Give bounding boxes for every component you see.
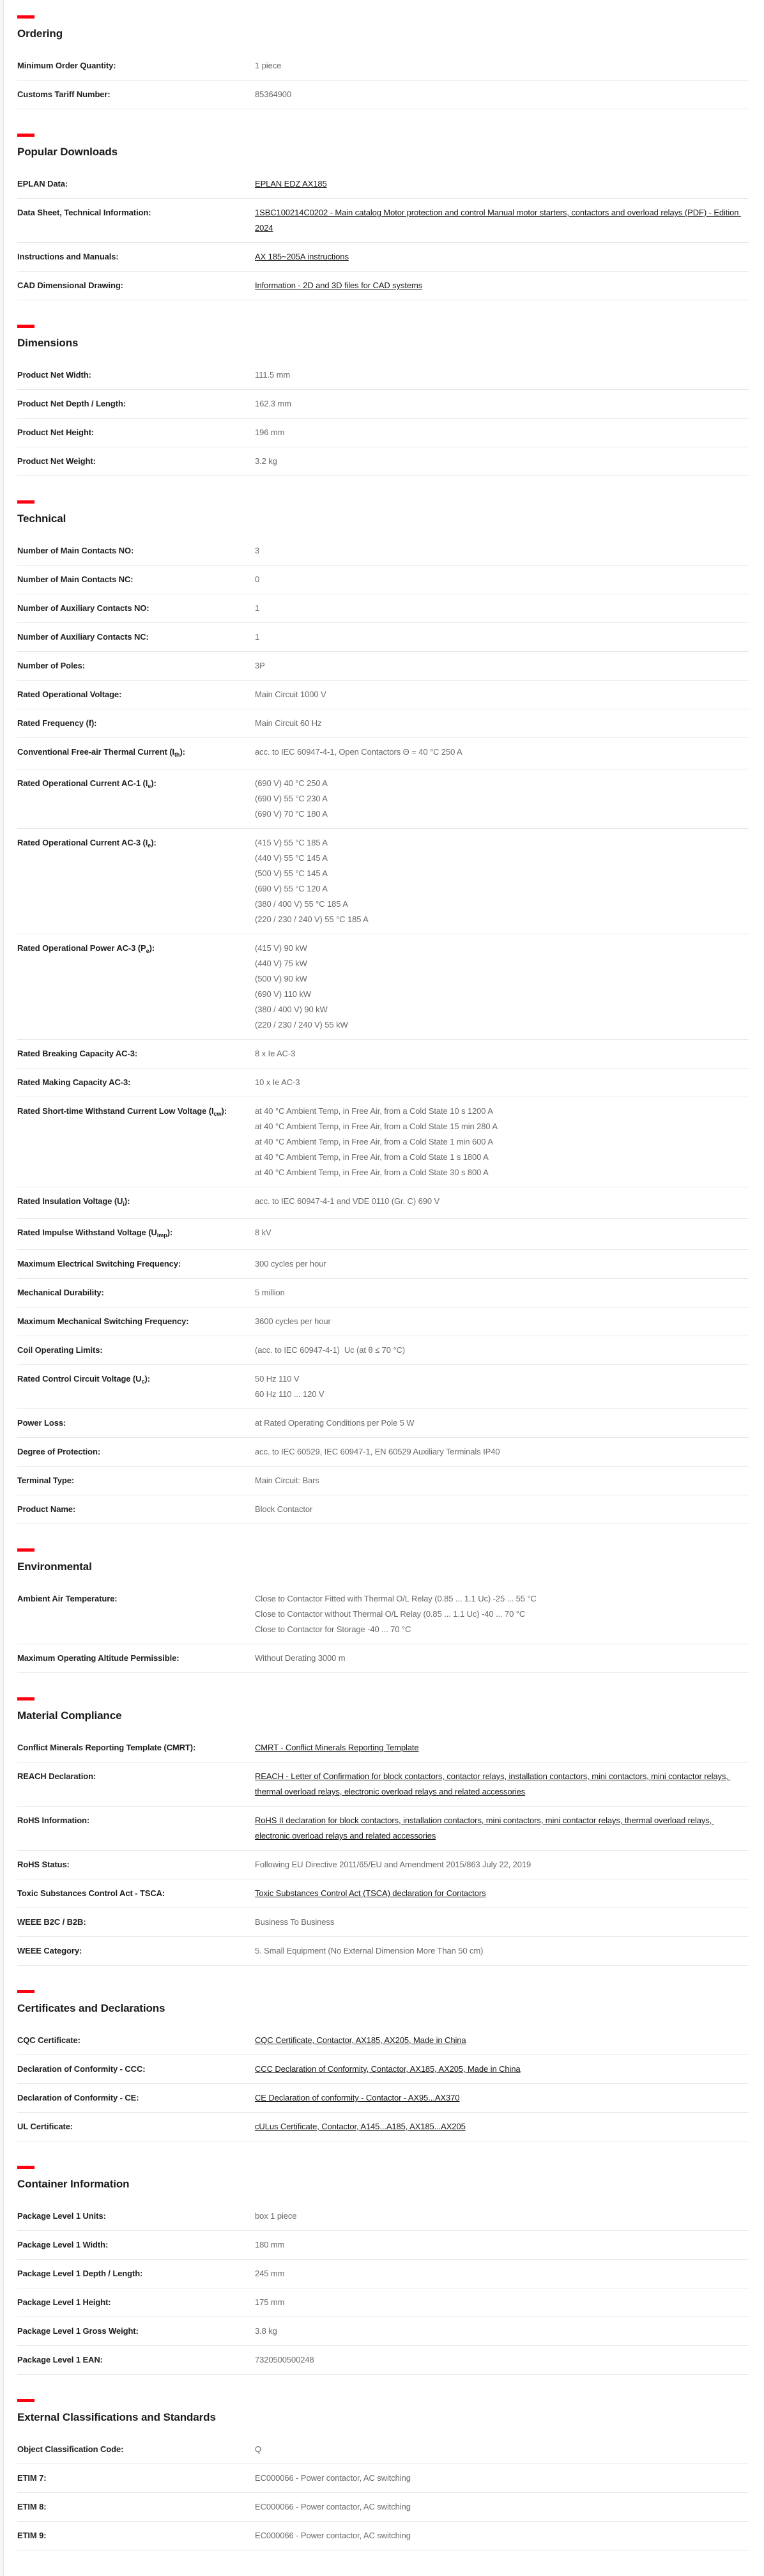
row-value (255, 601, 749, 616)
section-title: Container Information (17, 2178, 130, 2190)
value-link[interactable]: AX 185~205A instructions (255, 252, 349, 261)
row-label: RoHS Information: (17, 1816, 90, 1825)
value-line: Business To Business (255, 1917, 335, 1927)
value-line: EC000066 - Power contactor, AC switching (255, 2473, 411, 2483)
value-line: (415 V) 90 kW (255, 943, 307, 953)
row-value (255, 629, 749, 645)
row-label: RoHS Status: (17, 1860, 70, 1869)
value-line: Main Circuit 1000 V (255, 690, 326, 699)
row-value (255, 58, 749, 73)
row-value (255, 2237, 749, 2253)
value-link[interactable]: Toxic Substances Control Act (TSCA) declaration for Contactors (255, 1888, 486, 1898)
row-label: Rated Operational Current AC-1 $(I_e)$: (17, 778, 157, 789)
value-link[interactable]: REACH - Letter of Confirmation for block contactors, contactor relays, installation contactors, mini contactors, mini contactor relays, thermal overload relays, electronic overload relays and related accessories (255, 1771, 731, 1796)
spec-row (17, 652, 749, 681)
row-value (255, 2090, 749, 2106)
section-accent-bar (17, 1697, 34, 1701)
spec-row (17, 170, 749, 199)
value-line: Block Contactor (255, 1504, 313, 1514)
value-line: (220 / 230 / 240 V) 55 °C 185 A (255, 914, 369, 924)
product-details-page (4, 0, 764, 2576)
spec-row (17, 1495, 749, 1524)
section-dimensions (17, 325, 749, 476)
page-left-edge (0, 0, 4, 2576)
row-label: Number of Auxiliary Contacts NO: (17, 603, 149, 613)
label-subscript: imp (157, 1232, 167, 1238)
row-label: Maximum Mechanical Switching Frequency: (17, 1316, 189, 1326)
row-value (255, 176, 749, 192)
row-value (255, 205, 749, 236)
value-line: 60 Hz 110 ... 120 V (255, 1389, 325, 1399)
row-value (255, 658, 749, 674)
value-line: 5 million (255, 1288, 285, 1297)
value-line: Close to Contactor for Storage -40 ... 70 °C (255, 1624, 411, 1634)
row-value (255, 1343, 749, 1358)
section-title: Popular Downloads (17, 146, 118, 158)
row-value (255, 425, 749, 440)
spec-row (17, 2055, 749, 2084)
row-value (255, 1285, 749, 1300)
section-ordering (17, 15, 749, 109)
section-environmental (17, 1548, 749, 1673)
value-line: 1 piece (255, 61, 282, 70)
row-value (255, 1075, 749, 1090)
row-label: Rated Insulation Voltage $(U_i)$: (17, 1196, 130, 1207)
row-value (255, 941, 749, 1033)
value-line: (380 / 400 V) 55 °C 185 A (255, 899, 348, 909)
row-label: WEEE B2C / B2B: (17, 1917, 86, 1927)
value-line: 50 Hz 110 V (255, 1374, 300, 1384)
value-line: Close to Contactor Fitted with Thermal O/L Relay (0.85 ... 1.1 Uc) -25 ... 55 °C (255, 1594, 537, 1603)
value-link[interactable]: EPLAN EDZ AX185 (255, 179, 327, 189)
row-label: Conventional Free-air Thermal Current $(I_{th})$: (17, 747, 185, 758)
row-value (255, 2528, 749, 2543)
spec-row (17, 1734, 749, 1762)
row-value (255, 1502, 749, 1517)
value-line: at 40 °C Ambient Temp, in Free Air, from a Cold State 10 s 1200 A (255, 1106, 493, 1116)
section-technical (17, 500, 749, 1524)
row-value (255, 1104, 749, 1180)
row-value (255, 1591, 749, 1637)
value-line: 175 mm (255, 2297, 285, 2307)
row-value (255, 1943, 749, 1959)
row-value (255, 1473, 749, 1488)
value-link[interactable]: CQC Certificate, Contactor, AX185, AX205, Made in China (255, 2035, 466, 2045)
spec-row (17, 1807, 749, 1851)
row-label: Maximum Electrical Switching Frequency: (17, 1259, 181, 1269)
section-certificates-and-declarations (17, 1990, 749, 2141)
row-value (255, 744, 749, 760)
row-label: Coil Operating Limits: (17, 1345, 103, 1355)
section-title: Technical (17, 513, 66, 525)
row-label: Rated Making Capacity AC-3: (17, 1077, 131, 1087)
section-accent-bar (17, 134, 34, 137)
value-line: 7320500500248 (255, 2355, 314, 2364)
row-value (255, 367, 749, 383)
spec-row (17, 2493, 749, 2522)
row-value (255, 1256, 749, 1272)
spec-row (17, 1585, 749, 1644)
section-accent-bar (17, 1548, 34, 1552)
value-link[interactable]: cULus Certificate, Contactor, A145...A185, AX185...AX205 (255, 2122, 466, 2131)
row-label: ETIM 9: (17, 2531, 47, 2540)
value-line: Without Derating 3000 m (255, 1653, 346, 1663)
row-value (255, 1444, 749, 1460)
row-value (255, 2209, 749, 2224)
row-value (255, 1415, 749, 1431)
spec-row (17, 1336, 749, 1365)
value-line: at 40 °C Ambient Temp, in Free Air, from a Cold State 1 s 1800 A (255, 1152, 489, 1162)
value-line: at 40 °C Ambient Temp, in Free Air, from a Cold State 1 min 600 A (255, 1137, 493, 1146)
row-label: EPLAN Data: (17, 179, 68, 189)
row-label: Instructions and Manuals: (17, 252, 119, 261)
spec-row (17, 2435, 749, 2464)
spec-row (17, 2026, 749, 2055)
row-value (255, 2266, 749, 2281)
section-accent-bar (17, 500, 34, 504)
label-subscript: i (123, 1201, 125, 1207)
row-label: Package Level 1 Units: (17, 2211, 106, 2221)
row-value (255, 2062, 749, 2077)
row-label: Package Level 1 Depth / Length: (17, 2269, 143, 2278)
row-value (255, 2499, 749, 2515)
row-label: Rated Frequency (f): (17, 718, 97, 728)
value-line: at 40 °C Ambient Temp, in Free Air, from a Cold State 15 min 280 A (255, 1122, 498, 1131)
spec-row (17, 361, 749, 390)
label-subscript: e (146, 948, 149, 954)
value-line: 8 kV (255, 1228, 271, 1237)
row-value (255, 716, 749, 731)
row-label: Rated Operational Current AC-3 $(I_e)$: (17, 838, 157, 849)
value-link[interactable]: 1SBC100214C0202 - Main catalog Motor protection and control Manual motor starters, contactors and overload relays (PDF) - Edition 2024 (255, 208, 741, 233)
value-line: 1 (255, 603, 260, 613)
spec-row (17, 2260, 749, 2288)
spec-row (17, 390, 749, 419)
row-label: Package Level 1 Height: (17, 2297, 111, 2307)
section-title: External Classifications and Standards (17, 2411, 216, 2423)
row-label: Product Name: (17, 1504, 76, 1514)
spec-row (17, 52, 749, 81)
spec-row (17, 2464, 749, 2493)
row-value (255, 2442, 749, 2457)
spec-row (17, 1762, 749, 1807)
value-line: Q (255, 2444, 262, 2454)
value-line: (690 V) 40 °C 250 A (255, 778, 328, 788)
spec-row (17, 1879, 749, 1908)
row-label: Declaration of Conformity - CE: (17, 2093, 139, 2102)
value-link[interactable]: RoHS II declaration for block contactors, installation contactors, mini contactors, mini contactor relays, thermal overload relays, electronic overload relays and related accessories (255, 1816, 714, 1840)
value-line: Main Circuit: Bars (255, 1476, 319, 1485)
value-link[interactable]: CE Declaration of conformity - Contactor - AX95...AX370 (255, 2093, 460, 2102)
row-value (255, 543, 749, 559)
spec-row (17, 2113, 749, 2141)
row-value (255, 2324, 749, 2339)
row-label: ETIM 8: (17, 2502, 47, 2511)
row-label: Product Net Depth / Length: (17, 399, 126, 408)
row-value (255, 572, 749, 587)
row-label: Toxic Substances Control Act - TSCA: (17, 1888, 165, 1898)
spec-row (17, 769, 749, 829)
value-line: Close to Contactor without Thermal O/L Relay (0.85 ... 1.1 Uc) -40 ... 70 °C (255, 1609, 526, 1619)
spec-row (17, 1279, 749, 1307)
spec-row (17, 1851, 749, 1879)
spec-row (17, 1250, 749, 1279)
spec-sections (17, 15, 749, 2550)
value-line: (690 V) 110 kW (255, 989, 311, 999)
spec-row (17, 1365, 749, 1409)
row-label: Number of Main Contacts NO: (17, 546, 134, 555)
spec-row (17, 1187, 749, 1219)
row-label: Rated Breaking Capacity AC-3: (17, 1049, 138, 1058)
value-line: 1 (255, 632, 260, 642)
row-label: Product Net Width: (17, 370, 91, 380)
row-value (255, 2295, 749, 2310)
spec-row (17, 243, 749, 272)
row-value (255, 2119, 749, 2134)
spec-row (17, 2202, 749, 2231)
spec-row (17, 272, 749, 300)
value-line: (690 V) 70 °C 180 A (255, 809, 328, 819)
spec-row (17, 934, 749, 1040)
row-value (255, 454, 749, 469)
value-line: (380 / 400 V) 90 kW (255, 1005, 328, 1014)
row-label: CQC Certificate: (17, 2035, 80, 2045)
value-line: 5. Small Equipment (No External Dimension More Than 50 cm) (255, 1946, 484, 1955)
row-label: Product Net Height: (17, 428, 95, 437)
row-value (255, 1225, 749, 1240)
spec-row (17, 2288, 749, 2317)
section-title: Material Compliance (17, 1709, 122, 1722)
value-line: 3.8 kg (255, 2326, 277, 2336)
row-label: REACH Declaration: (17, 1771, 96, 1781)
value-line: Following EU Directive 2011/65/EU and Amendment 2015/863 July 22, 2019 (255, 1860, 531, 1869)
section-accent-bar (17, 2399, 34, 2402)
value-line: 3.2 kg (255, 456, 277, 466)
row-value (255, 396, 749, 412)
spec-row (17, 566, 749, 594)
row-label: CAD Dimensional Drawing: (17, 281, 123, 290)
spec-row (17, 1307, 749, 1336)
spec-row (17, 1409, 749, 1438)
value-line: 3P (255, 661, 265, 670)
row-label: Number of Poles: (17, 661, 86, 670)
row-label: Rated Impulse Withstand Voltage $(U_{imp})$: (17, 1228, 173, 1238)
row-value (255, 1857, 749, 1872)
row-label: Ambient Air Temperature: (17, 1594, 118, 1603)
value-line: (500 V) 90 kW (255, 974, 307, 983)
value-line: EC000066 - Power contactor, AC switching (255, 2531, 411, 2540)
value-line: 3600 cycles per hour (255, 1316, 331, 1326)
row-value (255, 1886, 749, 1901)
value-line: 196 mm (255, 428, 285, 437)
value-line: 162.3 mm (255, 399, 292, 408)
row-label: Number of Auxiliary Contacts NC: (17, 632, 149, 642)
label-subscript: c (141, 1378, 145, 1385)
spec-row (17, 81, 749, 109)
value-line: (440 V) 55 °C 145 A (255, 853, 328, 863)
spec-row (17, 1644, 749, 1673)
spec-row (17, 2231, 749, 2260)
value-line: acc. to IEC 60529, IEC 60947-1, EN 60529 Auxiliary Terminals IP40 (255, 1447, 500, 1456)
row-label: Mechanical Durability: (17, 1288, 104, 1297)
section-title: Environmental (17, 1561, 92, 1573)
spec-row (17, 537, 749, 566)
row-value (255, 278, 749, 293)
section-title: Dimensions (17, 337, 79, 349)
spec-row (17, 738, 749, 769)
spec-row (17, 1937, 749, 1966)
value-line: (acc. to IEC 60947-4-1) Uc (at θ ≤ 70 °C) (255, 1345, 405, 1355)
value-line: acc. to IEC 60947-4-1, Open Contactors Θ = 40 °C 250 A (255, 747, 462, 757)
row-value (255, 1740, 749, 1755)
section-external-classifications-and-standards (17, 2399, 749, 2550)
value-line: (220 / 230 / 240 V) 55 kW (255, 1020, 348, 1030)
section-accent-bar (17, 2166, 34, 2169)
value-line: 180 mm (255, 2240, 285, 2249)
value-line: (440 V) 75 kW (255, 959, 307, 968)
row-label: Data Sheet, Technical Information: (17, 208, 151, 217)
section-accent-bar (17, 15, 34, 19)
value-line: at 40 °C Ambient Temp, in Free Air, from a Cold State 30 s 800 A (255, 1168, 489, 1177)
row-label: Rated Short-time Withstand Current Low Voltage $(I_{cw})$: (17, 1106, 227, 1117)
spec-row (17, 623, 749, 652)
row-label: Customs Tariff Number: (17, 89, 111, 99)
row-label: Rated Operational Power AC-3 $(P_e)$: (17, 943, 155, 954)
spec-row (17, 1438, 749, 1467)
row-value (255, 2471, 749, 2486)
spec-row (17, 419, 749, 447)
value-line: (500 V) 55 °C 145 A (255, 868, 328, 878)
label-subscript: cw (213, 1111, 222, 1117)
label-subscript: e (148, 842, 151, 849)
value-link[interactable]: CMRT - Conflict Minerals Reporting Template (255, 1743, 419, 1752)
value-line: 0 (255, 575, 260, 584)
spec-row (17, 1097, 749, 1187)
row-value (255, 835, 749, 927)
row-label: Conflict Minerals Reporting Template (CMRT): (17, 1743, 196, 1752)
section-title: Certificates and Declarations (17, 2002, 165, 2014)
spec-row (17, 2084, 749, 2113)
row-label: Rated Operational Voltage: (17, 690, 122, 699)
spec-row (17, 199, 749, 243)
spec-row (17, 709, 749, 738)
value-line: box 1 piece (255, 2211, 297, 2221)
row-label: Number of Main Contacts NC: (17, 575, 134, 584)
spec-row (17, 2346, 749, 2375)
section-accent-bar (17, 325, 34, 328)
row-label: ETIM 7: (17, 2473, 47, 2483)
section-title: Ordering (17, 27, 63, 40)
row-value (255, 87, 749, 102)
row-value (255, 2033, 749, 2048)
row-value (255, 1046, 749, 1061)
spec-row (17, 1908, 749, 1937)
spec-row (17, 681, 749, 709)
row-value (255, 1915, 749, 1930)
row-label: UL Certificate: (17, 2122, 73, 2131)
spec-row (17, 1040, 749, 1068)
value-line: (690 V) 55 °C 120 A (255, 884, 328, 893)
value-line: (690 V) 55 °C 230 A (255, 794, 328, 803)
row-label: Maximum Operating Altitude Permissible: (17, 1653, 180, 1663)
row-label: WEEE Category: (17, 1946, 82, 1955)
row-value (255, 1813, 749, 1844)
row-label: Power Loss: (17, 1418, 66, 1428)
value-line: acc. to IEC 60947-4-1 and VDE 0110 (Gr. C) 690 V (255, 1196, 440, 1206)
row-label: Declaration of Conformity - CCC: (17, 2064, 146, 2074)
row-label: Degree of Protection: (17, 1447, 101, 1456)
row-label: Rated Control Circuit Voltage $(U_c)$: (17, 1374, 150, 1385)
row-label: Terminal Type: (17, 1476, 75, 1485)
value-line: at Rated Operating Conditions per Pole 5 W (255, 1418, 415, 1428)
label-subscript: e (148, 783, 151, 789)
row-label: Package Level 1 Gross Weight: (17, 2326, 139, 2336)
spec-row (17, 1467, 749, 1495)
value-line: 85364900 (255, 89, 292, 99)
section-material-compliance (17, 1697, 749, 1966)
row-value (255, 1769, 749, 1800)
value-line: 111.5 mm (255, 370, 291, 380)
section-popular-downloads (17, 134, 749, 300)
value-line: EC000066 - Power contactor, AC switching (255, 2502, 411, 2511)
value-line: 10 x Ie AC-3 (255, 1077, 300, 1087)
row-label: Package Level 1 Width: (17, 2240, 109, 2249)
value-line: 300 cycles per hour (255, 1259, 326, 1269)
row-label: Package Level 1 EAN: (17, 2355, 103, 2364)
section-container-information (17, 2166, 749, 2375)
spec-row (17, 829, 749, 934)
value-line: 245 mm (255, 2269, 285, 2278)
value-line: 3 (255, 546, 260, 555)
row-value (255, 776, 749, 822)
value-link[interactable]: CCC Declaration of Conformity, Contactor, AX185, AX205, Made in China (255, 2064, 521, 2074)
label-subscript: th (174, 752, 180, 758)
section-accent-bar (17, 1990, 34, 1993)
spec-row (17, 1219, 749, 1250)
row-value (255, 687, 749, 702)
value-link[interactable]: Information - 2D and 3D files for CAD systems (255, 281, 423, 290)
row-value (255, 1371, 749, 1402)
spec-row (17, 447, 749, 476)
spec-row (17, 1068, 749, 1097)
row-value (255, 1651, 749, 1666)
spec-row (17, 2317, 749, 2346)
row-label: Minimum Order Quantity: (17, 61, 116, 70)
value-line: 8 x Ie AC-3 (255, 1049, 296, 1058)
spec-row (17, 2522, 749, 2550)
row-value (255, 1314, 749, 1329)
value-line: (415 V) 55 °C 185 A (255, 838, 328, 847)
row-value (255, 1194, 749, 1209)
row-label: Product Net Weight: (17, 456, 96, 466)
value-line: Main Circuit 60 Hz (255, 718, 322, 728)
row-value (255, 249, 749, 265)
row-label: Object Classification Code: (17, 2444, 124, 2454)
spec-row (17, 594, 749, 623)
row-value (255, 2352, 749, 2368)
